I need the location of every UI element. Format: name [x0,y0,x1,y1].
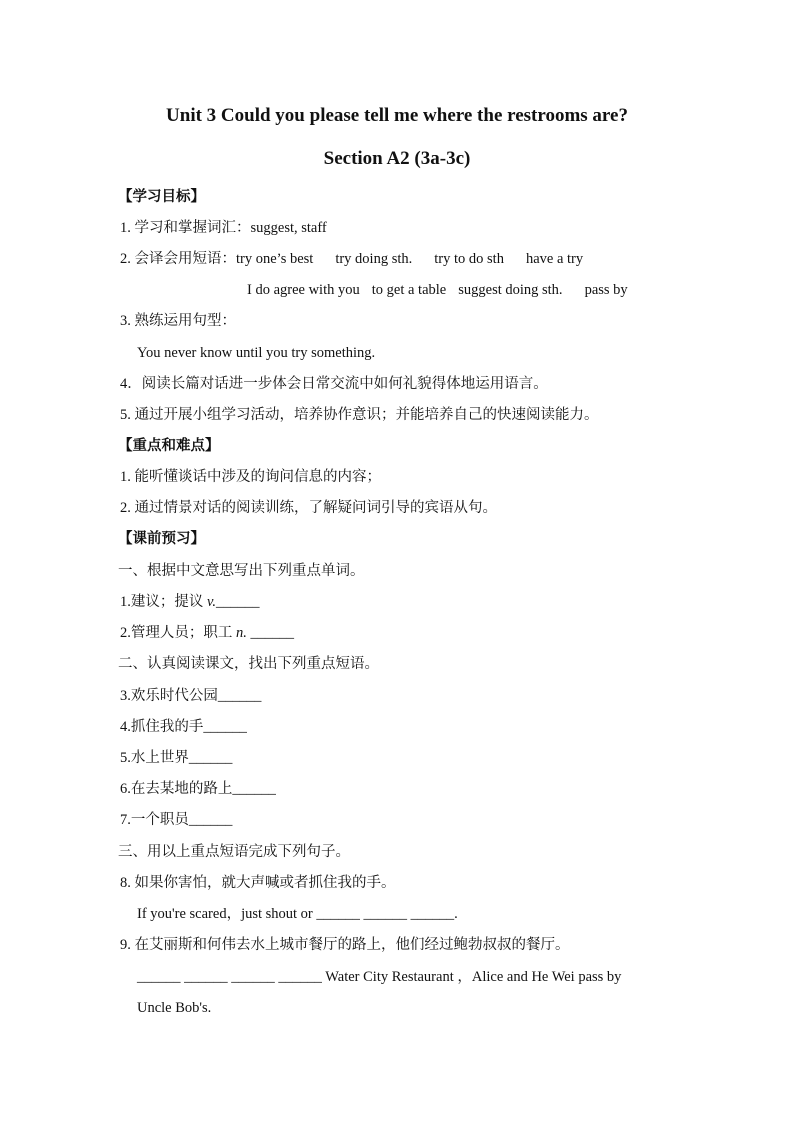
question-text: 2.管理人员；职工 [120,625,236,641]
answer-blank[interactable]: ______ [246,625,294,641]
question-9-english-cont: Uncle Bob's. [137,1000,212,1016]
phrase: pass by [584,282,628,298]
question-7: 7.一个职员______ [120,812,233,828]
phrase: try one’s best [236,251,314,267]
question-8: 8. 如果你害怕，就大声喊或者抓住我的手。 [120,875,396,891]
phrase: have a try [525,251,584,267]
question-6: 6.在去某地的路上______ [120,781,276,797]
objectives-heading: 【学习目标】 [118,189,205,205]
objective-item-1: 1. 学习和掌握词汇：suggest, staff [120,220,327,236]
phrase: try doing sth. [335,251,413,267]
part-of-speech: v. [207,594,216,610]
objective-item-2-prefix: 2. 会译会用短语： [120,251,236,267]
part-of-speech: n. [236,625,247,641]
question-9-english: ______ ______ ______ ______ Water City Restaurant ，Alice and He Wei pass by [137,969,622,985]
keypoint-item-1: 1. 能听懂谈话中涉及的询问信息的内容； [120,469,381,485]
question-2 [120,623,294,643]
question-1 [120,592,260,612]
objective-item-4: 4．阅读长篇对话进一步体会日常交流中如何礼貌得体地运用语言。 [120,376,548,392]
question-9: 9. 在艾丽斯和何伟去水上城市餐厅的路上，他们经过鲍勃叔叔的餐厅。 [120,937,570,953]
phrase: suggest doing sth. [458,282,563,298]
question-5: 5.水上世界______ [120,750,233,766]
phrase: to get a table [371,282,447,298]
objective-item-2 [120,249,583,269]
keypoints-heading: 【重点和难点】 [118,438,220,454]
objective-item-5: 5. 通过开展小组学习活动，培养协作意识；并能培养自己的快速阅读能力。 [120,407,599,423]
objective-item-3: 3. 熟练运用句型： [120,313,236,329]
question-4: 4.抓住我的手______ [120,719,247,735]
keypoint-item-2: 2. 通过情景对话的阅读训练，了解疑问词引导的宾语从句。 [120,500,497,516]
preview-part-2: 二、认真阅读课文，找出下列重点短语。 [118,656,379,672]
preview-heading: 【课前预习】 [118,531,205,547]
page-title: Unit 3 Could you please tell me where the restrooms are? [166,105,628,126]
question-8-english: If you're scared，just shout or ______ ______ ______. [137,906,458,922]
objective-item-2-cont [247,280,628,300]
preview-part-3: 三、用以上重点短语完成下列句子。 [118,844,350,860]
preview-part-1: 一、根据中文意思写出下列重点单词。 [118,563,365,579]
objective-item-3-sentence: You never know until you try something. [137,345,376,361]
section-subtitle: Section A2 (3a-3c) [323,148,471,169]
phrase: I do agree with you [247,282,360,298]
question-text: 1.建议；提议 [120,594,207,610]
phrase: try to do sth [434,251,504,267]
answer-blank[interactable]: ______ [216,594,260,610]
question-3: 3.欢乐时代公园______ [120,688,262,704]
